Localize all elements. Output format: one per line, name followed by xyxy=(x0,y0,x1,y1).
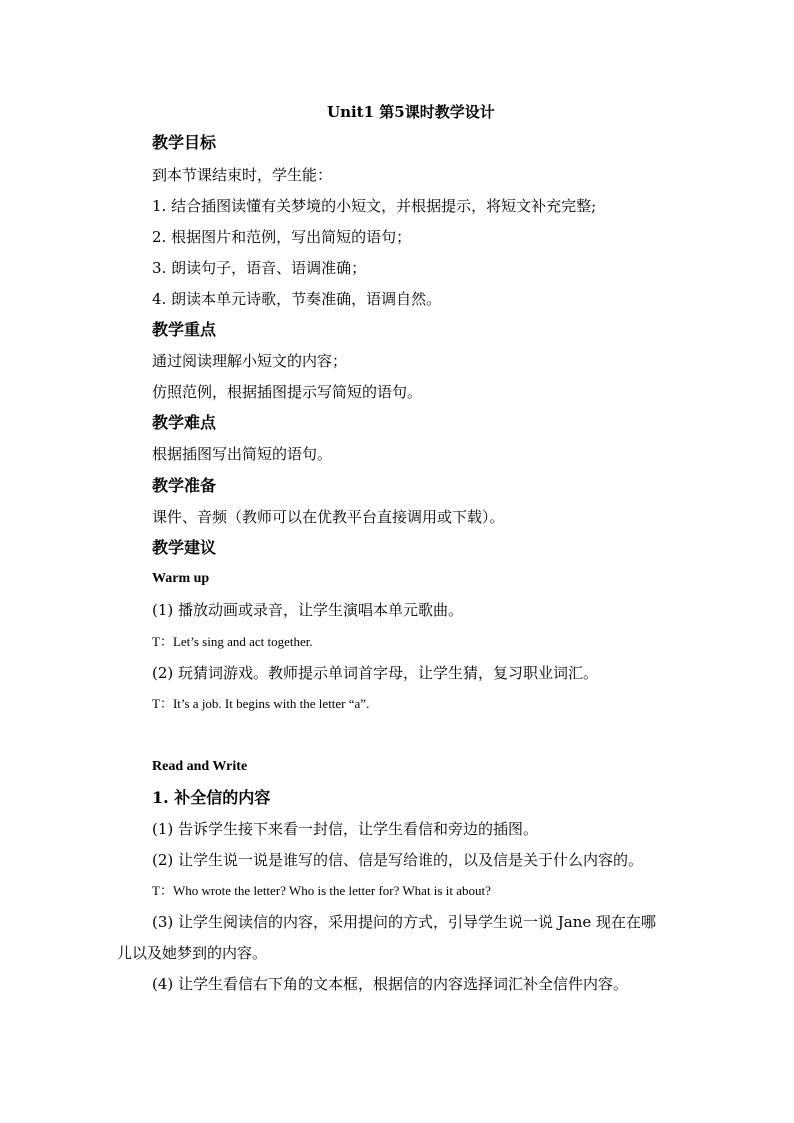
read-write-teacher-line: T：Who wrote the letter? Who is the letter for? What is it about? xyxy=(152,883,491,898)
preparation-text: 课件、音频（教师可以在优教平台直接调用或下载）。 xyxy=(152,508,505,526)
objective-item-1: 1. 结合插图读懂有关梦境的小短文，并根据提示，将短文补充完整; xyxy=(152,197,597,215)
objectives-heading: 教学目标 xyxy=(152,133,217,152)
warm-up-step-2: (2) 玩猜词游戏。教师提示单词首字母，让学生猜，复习职业词汇。 xyxy=(152,664,599,682)
objective-item-4: 4. 朗读本单元诗歌，节奏准确，语调自然。 xyxy=(152,290,442,308)
suggestions-heading: 教学建议 xyxy=(152,538,217,557)
read-write-step-3-line-2: 儿以及她梦到的内容。 xyxy=(117,944,268,962)
read-write-step-3-line-1: (3) 让学生阅读信的内容，采用提问的方式，引导学生说一说 Jane 现在在哪 xyxy=(152,913,657,931)
read-write-step-1: (1) 告诉学生接下来看一封信，让学生看信和旁边的插图。 xyxy=(152,820,539,838)
objective-item-2: 2. 根据图片和范例，写出简短的语句； xyxy=(152,228,412,246)
warm-up-heading: Warm up xyxy=(152,571,210,586)
page-title: Unit1 第5课时教学设计 xyxy=(327,103,495,121)
key-points-heading: 教学重点 xyxy=(152,320,217,339)
read-write-sub-heading: 1. 补全信的内容 xyxy=(152,788,271,807)
warm-up-teacher-line-2: T：It’s a job. It begins with the letter “a”. xyxy=(152,696,370,711)
warm-up-step-1: (1) 播放动画或录音，让学生演唱本单元歌曲。 xyxy=(152,601,464,619)
objectives-intro: 到本节课结束时，学生能： xyxy=(152,166,333,184)
difficulties-text: 根据插图写出简短的语句。 xyxy=(152,445,333,463)
difficulties-heading: 教学难点 xyxy=(152,413,217,432)
read-write-step-4: (4) 让学生看信右下角的文本框，根据信的内容选择词汇补全信件内容。 xyxy=(152,975,629,993)
read-write-step-2: (2) 让学生说一说是谁写的信、信是写给谁的，以及信是关于什么内容的。 xyxy=(152,851,644,869)
read-write-heading: Read and Write xyxy=(152,759,248,774)
key-point-item-1: 通过阅读理解小短文的内容； xyxy=(152,352,348,370)
key-point-item-2: 仿照范例，根据插图提示写简短的语句。 xyxy=(152,383,423,401)
objective-item-3: 3. 朗读句子，语音、语调准确； xyxy=(152,259,367,277)
preparation-heading: 教学准备 xyxy=(152,476,217,495)
warm-up-teacher-line-1: T：Let’s sing and act together. xyxy=(152,634,313,649)
